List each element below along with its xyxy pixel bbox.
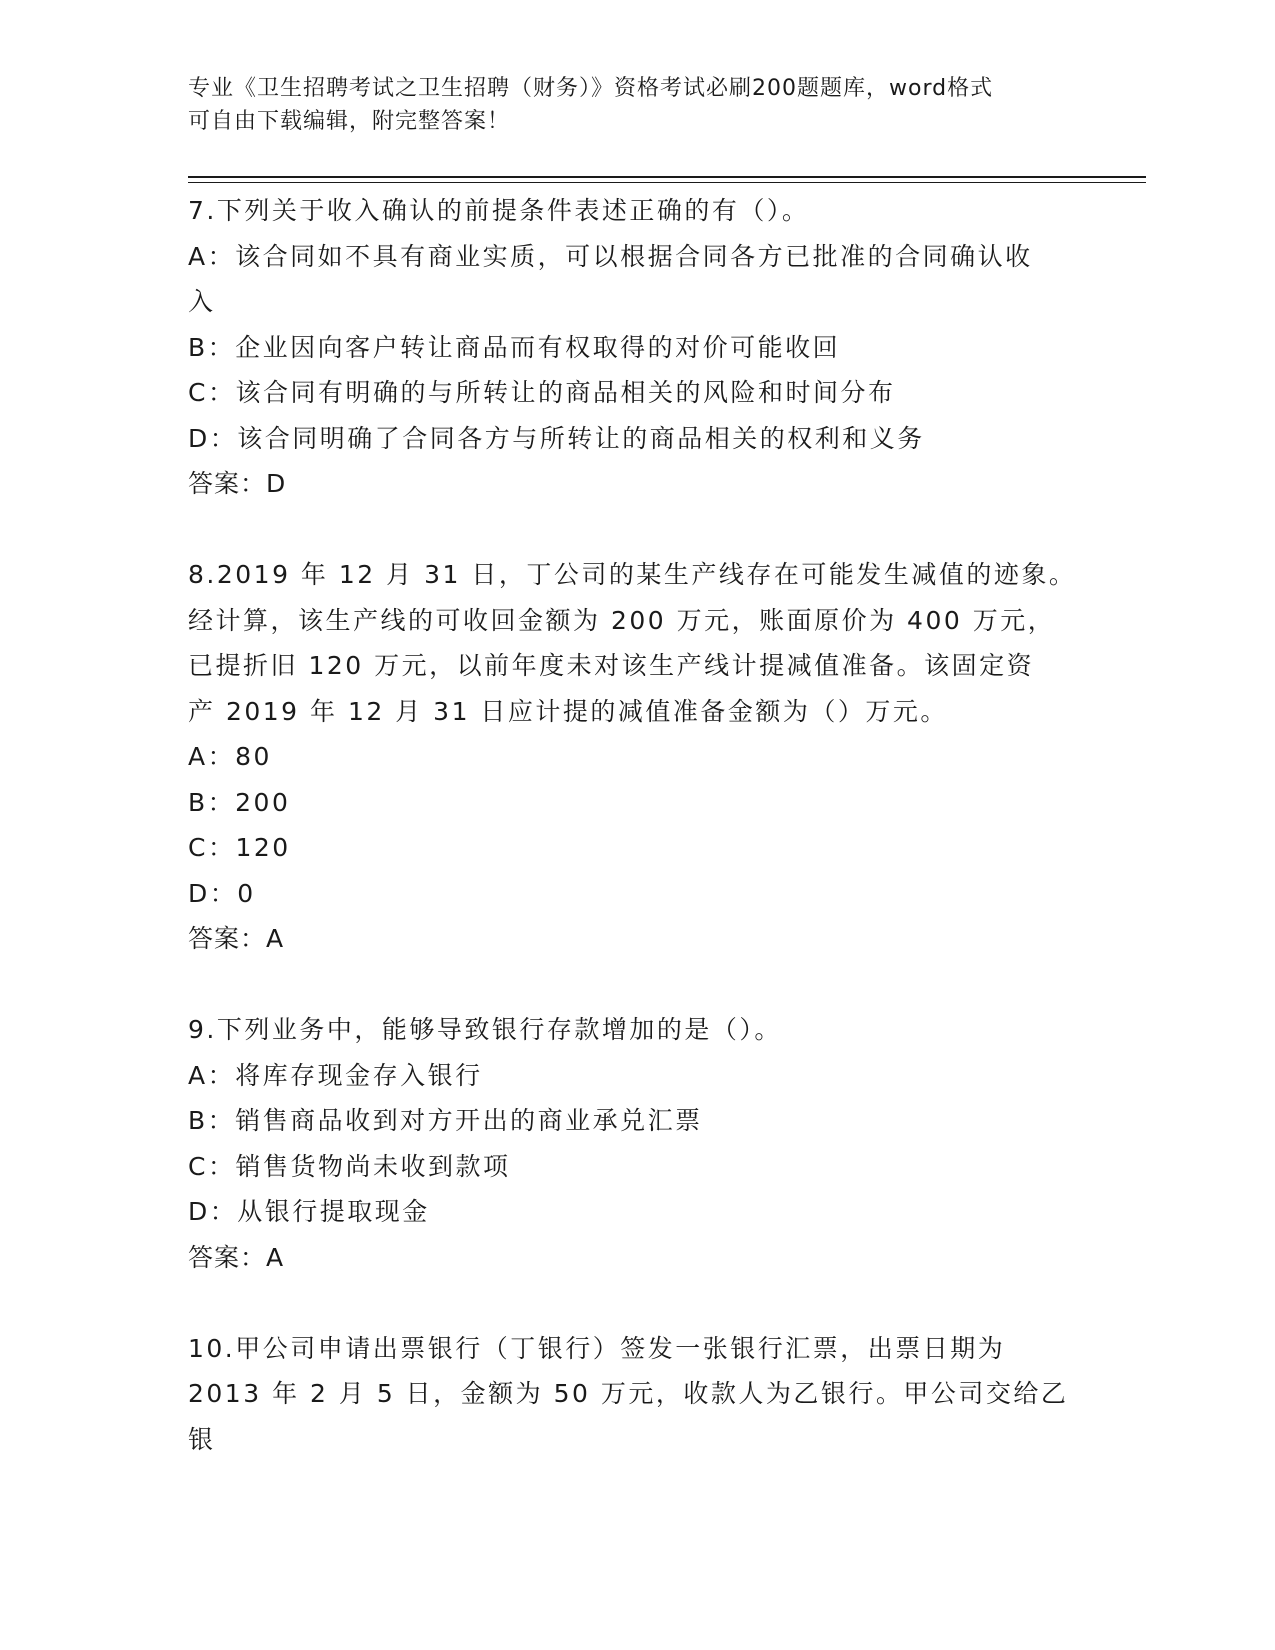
question-gap <box>188 962 1088 1008</box>
question-7 <box>188 188 1088 507</box>
question-10 <box>188 1326 1088 1463</box>
header-line-1: 专业《卫生招聘考试之卫生招聘（财务）》资格考试必刷200题题库，word格式 <box>188 76 994 101</box>
question-stem: 9.下列业务中，能够导致银行存款增加的是（）。 <box>188 1015 782 1044</box>
question-list <box>188 188 1088 1462</box>
option-b: B：销售商品收到对方开出的商业承兑汇票 <box>188 1106 703 1135</box>
header-line-2: 可自由下载编辑，附完整答案！ <box>188 109 511 134</box>
document-header <box>188 72 1088 138</box>
header-divider-thin <box>188 182 1146 183</box>
question-gap <box>188 507 1088 553</box>
question-gap <box>188 1280 1088 1326</box>
question-stem: 10.甲公司申请出票银行（丁银行）签发一张银行汇票，出票日期为 <box>188 1333 1006 1363</box>
option-a: A：将库存现金存入银行 <box>188 1060 483 1090</box>
question-stem: 7.下列关于收入确认的前提条件表述正确的有（）。 <box>188 196 810 225</box>
option-a: A：该合同如不具有商业实质，可以根据合同各方已批准的合同确认收 <box>188 241 1033 271</box>
question-8 <box>188 552 1088 962</box>
question-stem: 8.2019 年 12 月 31 日，丁公司的某生产线存在可能发生减值的迹象。 <box>188 560 1077 589</box>
option-a: A：80 <box>188 742 272 771</box>
header-divider-thick <box>188 176 1146 178</box>
option-c: C：该合同有明确的与所转让的商品相关的风险和时间分布 <box>188 378 896 407</box>
option-a-continued: 入 <box>188 287 216 316</box>
option-c: C：销售货物尚未收到款项 <box>188 1151 511 1181</box>
option-b: B：200 <box>188 787 291 817</box>
question-9 <box>188 1007 1088 1280</box>
question-stem: 2013 年 2 月 5 日，金额为 50 万元，收款人为乙银行。甲公司交给乙银 <box>188 1379 1069 1454</box>
answer-line: 答案：D <box>188 469 287 498</box>
option-d: D：该合同明确了合同各方与所转让的商品相关的权利和义务 <box>188 423 925 453</box>
option-b: B：企业因向客户转让商品而有权取得的对价可能收回 <box>188 332 841 362</box>
question-stem: 已提折旧 120 万元，以前年度未对该生产线计提减值准备。该固定资 <box>188 651 1035 680</box>
option-c: C：120 <box>188 833 291 862</box>
answer-line: 答案：A <box>188 924 285 953</box>
answer-line: 答案：A <box>188 1242 285 1272</box>
option-d: D：从银行提取现金 <box>188 1197 430 1226</box>
option-d: D：0 <box>188 878 256 908</box>
question-stem: 产 2019 年 12 月 31 日应计提的减值准备金额为（）万元。 <box>188 696 948 726</box>
question-stem: 经计算，该生产线的可收回金额为 200 万元，账面原价为 400 万元， <box>188 605 1056 635</box>
